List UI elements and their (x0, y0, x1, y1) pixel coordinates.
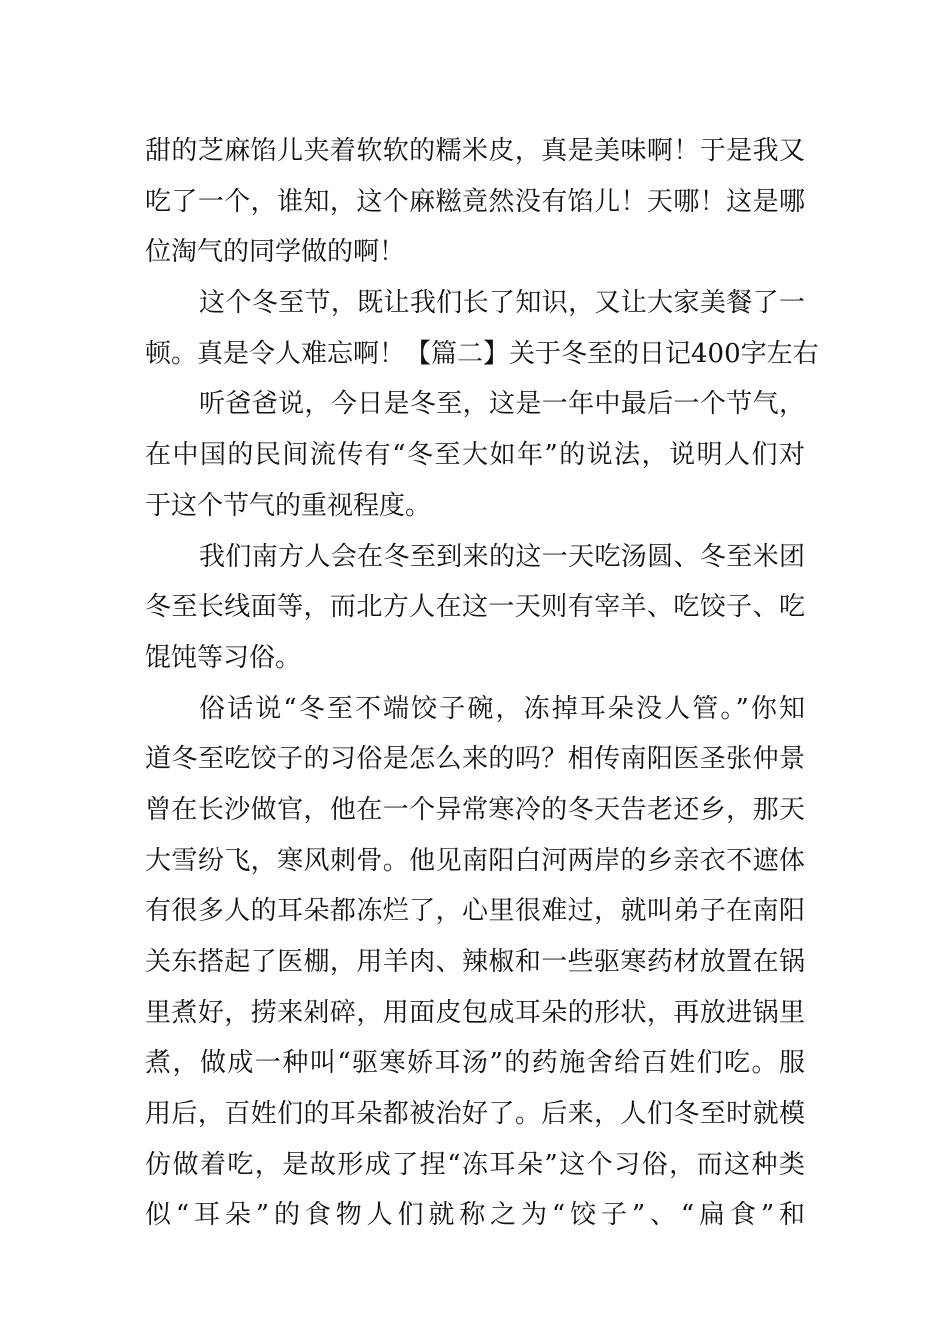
text-line: 曾在长沙做官，他在一个异常寒冷的冬天告老还乡，那天 (145, 794, 805, 825)
text-line: 里煮好，捞来剁碎，用面皮包成耳朵的形状，再放进锅里 (145, 997, 805, 1028)
text-line: 吃了一个，谁知，这个麻糍竟然没有馅儿！天哪！这是哪 (145, 186, 805, 217)
text-line: 大雪纷飞，寒风刺骨。他见南阳白河两岸的乡亲衣不遮体 (145, 845, 805, 876)
text-line: 俗话说“冬至不端饺子碗，冻掉耳朵没人管。”你知 (199, 693, 805, 724)
text-line: 在中国的民间流传有“冬至大如年”的说法，说明人们对 (145, 440, 805, 471)
text-line: 有很多人的耳朵都冻烂了，心里很难过，就叫弟子在南阳 (145, 896, 805, 927)
text-line: 于这个节气的重视程度。 (145, 490, 432, 521)
text-line: 道冬至吃饺子的习俗是怎么来的吗？相传南阳医圣张仲景 (145, 744, 805, 775)
text-line: 似“耳朵”的食物人们就称之为“饺子”、“扁食”和 (145, 1200, 805, 1231)
text-line: 这个冬至节，既让我们长了知识，又让大家美餐了一 (199, 288, 805, 319)
text-line: 我们南方人会在冬至到来的这一天吃汤圆、冬至米团 (199, 541, 805, 572)
text-line: 馄饨等习俗。 (145, 642, 302, 673)
text-line: 煮，做成一种叫“驱寒娇耳汤”的药施舍给百姓们吃。服 (145, 1048, 805, 1079)
text-line: 仿做着吃，是故形成了捏“冻耳朵”这个习俗，而这种类 (145, 1149, 805, 1180)
text-line: 用后，百姓们的耳朵都被治好了。后来，人们冬至时就模 (145, 1099, 805, 1130)
text-line: 冬至长线面等，而北方人在这一天则有宰羊、吃饺子、吃 (145, 592, 805, 623)
text-line: 听爸爸说，今日是冬至，这是一年中最后一个节气， (199, 389, 805, 420)
text-line: 位淘气的同学做的啊！ (145, 237, 406, 268)
text-line: 甜的芝麻馅儿夹着软软的糯米皮，真是美味啊！于是我又 (145, 136, 805, 166)
text-line: 关东搭起了医棚，用羊肉、辣椒和一些驱寒药材放置在锅 (145, 947, 805, 977)
text-line: 顿。真是令人难忘啊！【篇二】关于冬至的日记400字左右 (145, 338, 819, 369)
body-text (145, 126, 819, 1241)
